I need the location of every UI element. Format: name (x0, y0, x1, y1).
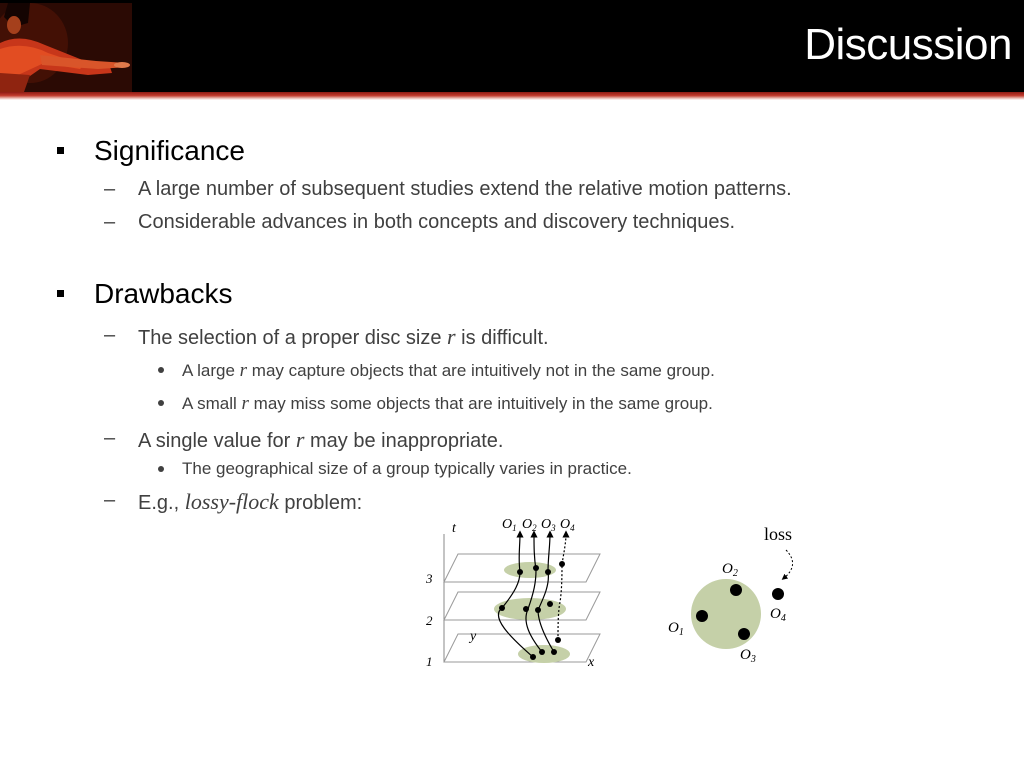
object-label-o4: $O_4$ (770, 606, 786, 624)
list-item-text: The selection of a proper disc size (138, 327, 448, 349)
object-point (530, 654, 536, 660)
trajectory-figure (420, 512, 620, 674)
object-point (551, 649, 557, 655)
trajectory-o1 (498, 534, 533, 657)
object-label-o3: $O_3$ (740, 647, 756, 665)
dash-bullet-icon: – (104, 324, 116, 346)
object-label-o4: $O_4$ (560, 517, 575, 533)
loss-label: loss (764, 524, 793, 544)
section-heading-drawbacks (94, 278, 232, 310)
variable-r: r (447, 324, 456, 349)
lossy-flock-term: lossy-flock (184, 489, 279, 514)
object-point (517, 569, 523, 575)
sub-list-item-text: A small (182, 394, 242, 413)
object-point-o1 (696, 610, 708, 622)
square-bullet-icon (57, 147, 64, 154)
object-point (499, 605, 505, 611)
object-point (539, 649, 545, 655)
object-point (535, 607, 541, 613)
sub-list-item-text: A large (182, 361, 240, 380)
x-axis-label: x (588, 655, 595, 670)
list-item (104, 211, 736, 234)
object-point (559, 561, 565, 567)
lossy-flock-figure (660, 518, 810, 672)
list-item-text: Considerable advances in both concepts and discovery techniques. (138, 211, 736, 233)
object-point (545, 569, 551, 575)
object-point (547, 601, 553, 607)
dot-bullet-icon (158, 466, 164, 472)
header-photo (0, 3, 132, 92)
sub-list-item-text: may capture objects that are intuitively not in the same group. (247, 361, 715, 380)
object-label-o1: $O_1$ (502, 517, 517, 533)
list-item-text: E.g., (138, 492, 185, 514)
object-point (523, 606, 529, 612)
list-item (104, 427, 504, 453)
trajectory-o4 (558, 534, 566, 640)
t-axis-label: t (452, 521, 456, 536)
object-label-o2: $O_2$ (522, 517, 537, 533)
sub-list-item-text: The geographical size of a group typically varies in practice. (182, 459, 632, 478)
object-label-o3: $O_3$ (541, 517, 556, 533)
list-item-text: A large number of subsequent studies extend the relative motion patterns. (138, 178, 792, 200)
sub-list-item (182, 459, 632, 479)
square-bullet-icon (57, 290, 64, 297)
list-item (104, 178, 792, 201)
y-axis-label: y (470, 629, 477, 644)
variable-r: r (241, 393, 249, 414)
sub-list-item (182, 360, 715, 382)
list-item (104, 324, 549, 350)
dot-bullet-icon (158, 400, 164, 406)
object-point-o3 (738, 628, 750, 640)
time-label-3: 3 (426, 571, 433, 586)
object-label-o2: $O_2$ (722, 561, 738, 579)
section-heading-text: Significance (94, 135, 245, 166)
variable-r: r (239, 360, 248, 381)
time-label-2: 2 (426, 613, 433, 628)
object-point-o2 (730, 584, 742, 596)
sub-list-item (182, 393, 713, 415)
object-label-o1: $O_1$ (668, 620, 684, 638)
object-point (555, 637, 561, 643)
header-accent-rule (0, 92, 1024, 100)
time-label-1: 1 (426, 654, 433, 669)
dash-bullet-icon: – (104, 427, 116, 449)
list-item-text: A single value for (138, 430, 296, 452)
variable-r: r (295, 427, 305, 452)
loss-arrow-icon (784, 550, 793, 578)
dash-bullet-icon: – (104, 211, 116, 233)
object-point (533, 565, 539, 571)
dot-bullet-icon (158, 367, 164, 373)
list-item (104, 489, 363, 515)
dash-bullet-icon: – (104, 178, 116, 200)
list-item-text: may be inappropriate. (304, 430, 504, 452)
slide-header (0, 0, 1024, 92)
sub-list-item-text: may miss some objects that are intuitively in the same group. (248, 394, 713, 413)
dancer-photo-image (0, 3, 132, 92)
section-heading-text: Drawbacks (94, 278, 233, 309)
list-item-text: is difficult. (455, 327, 549, 349)
section-heading-significance (94, 135, 245, 167)
dash-bullet-icon: – (104, 489, 116, 511)
slide-title: Discussion (804, 20, 1012, 69)
object-point-o4 (772, 588, 784, 600)
list-item-text: problem: (278, 492, 363, 514)
